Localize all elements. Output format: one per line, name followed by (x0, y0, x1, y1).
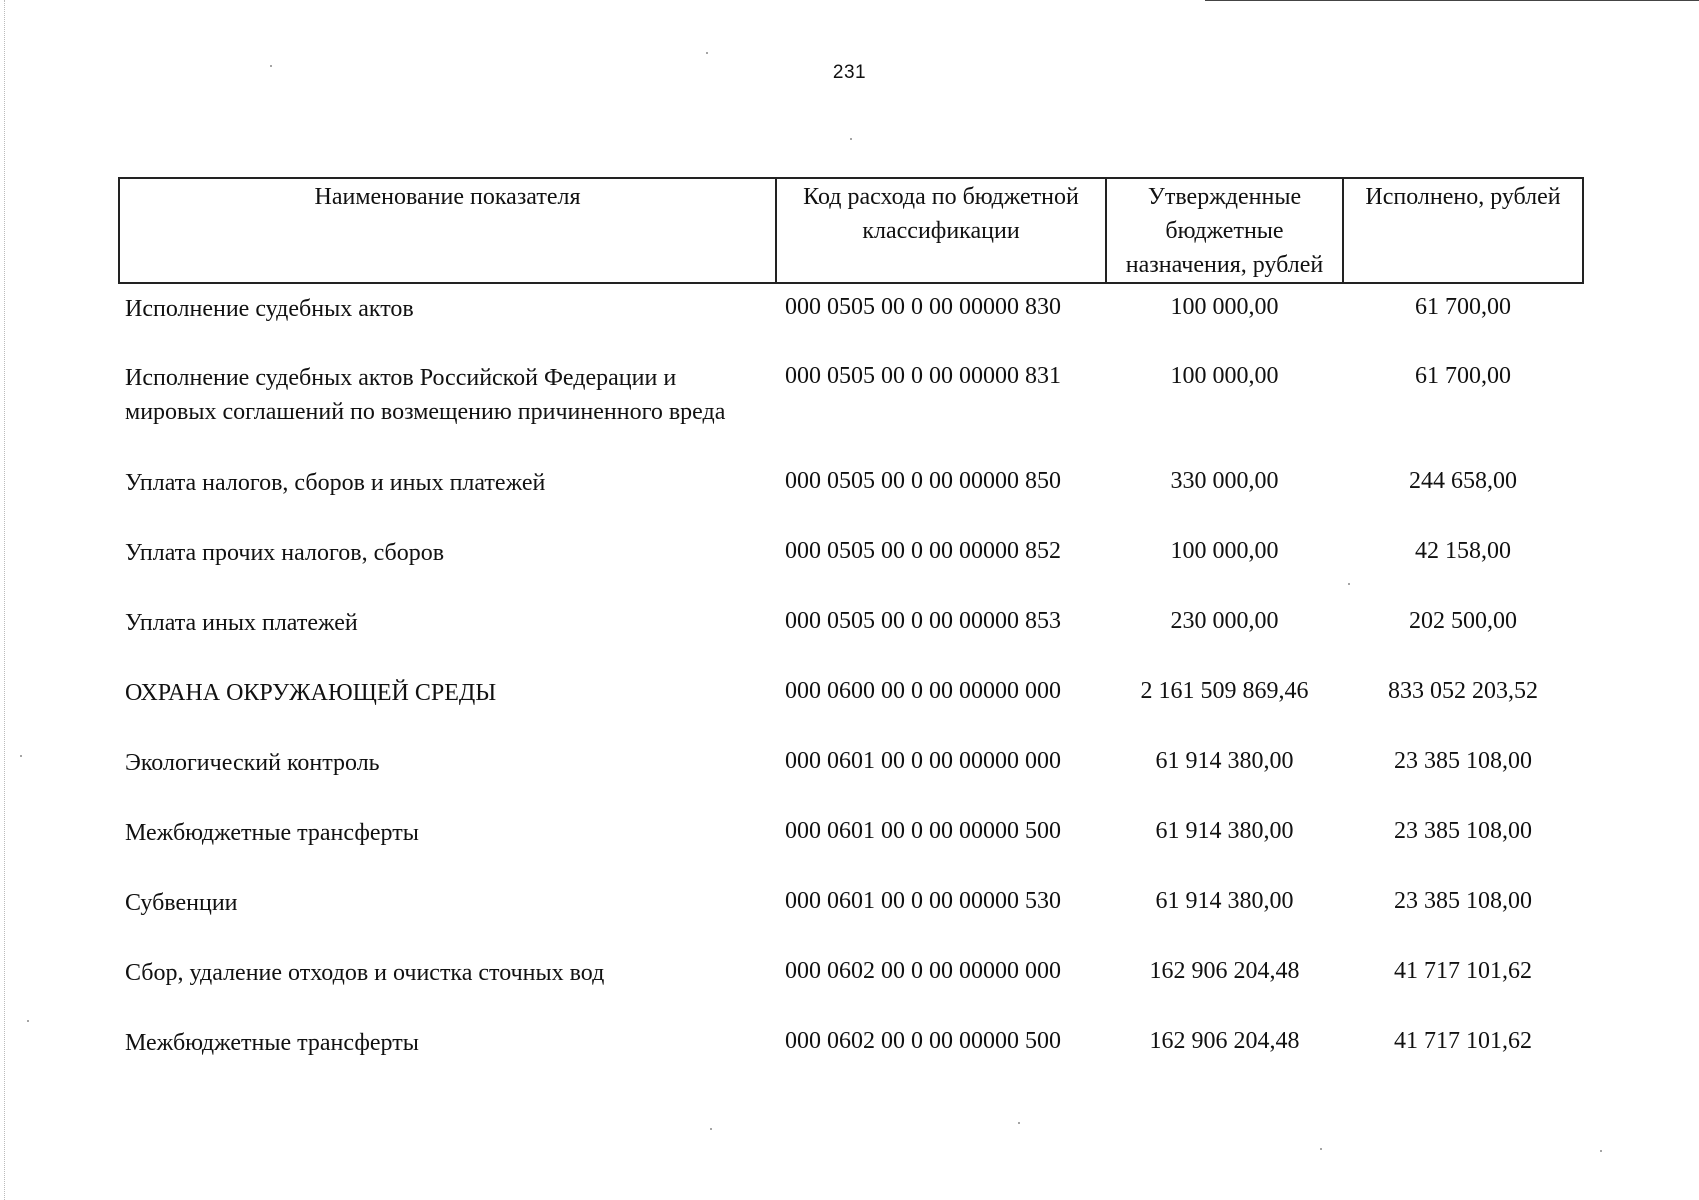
row-expense-code: 000 0601 00 0 00 00000 500 (785, 818, 1061, 844)
row-executed-amount: 42 158,00 (1415, 538, 1511, 564)
row-planned-amount: 61 914 380,00 (1155, 888, 1294, 914)
scan-speck (706, 52, 708, 54)
row-executed-amount: 244 658,00 (1409, 468, 1517, 494)
row-executed-amount: 23 385 108,00 (1394, 818, 1532, 844)
scan-speck (1320, 1148, 1322, 1150)
row-expense-code: 000 0601 00 0 00 00000 000 (785, 748, 1061, 774)
table-row (119, 1018, 1583, 1088)
table-row (119, 598, 1583, 668)
header-row (119, 178, 1583, 283)
table-body (119, 283, 1583, 1088)
table-row (119, 738, 1583, 808)
table-row (119, 353, 1583, 458)
row-planned-amount: 100 000,00 (1170, 538, 1279, 564)
scan-top-rule (1205, 0, 1699, 1)
row-indicator-name: Межбюджетные трансферты (125, 1030, 419, 1056)
header-expense-code: Код расхода по бюджетной классификации (776, 178, 1106, 283)
row-expense-code: 000 0505 00 0 00 00000 850 (785, 468, 1061, 494)
row-planned-amount: 61 914 380,00 (1155, 818, 1294, 844)
row-indicator-name: ОХРАНА ОКРУЖАЮЩЕЙ СРЕДЫ (125, 680, 497, 706)
scan-speck (850, 138, 852, 140)
table-row (119, 808, 1583, 878)
row-planned-amount: 330 000,00 (1170, 468, 1279, 494)
scan-left-edge (4, 0, 5, 1200)
row-expense-code: 000 0505 00 0 00 00000 831 (785, 363, 1061, 389)
row-executed-amount: 61 700,00 (1415, 294, 1511, 320)
row-executed-amount: 41 717 101,62 (1394, 958, 1532, 984)
row-planned-amount: 162 906 204,48 (1149, 958, 1300, 984)
row-executed-amount: 61 700,00 (1415, 363, 1511, 389)
scan-speck (270, 65, 272, 67)
row-indicator-name: Субвенции (125, 890, 238, 916)
scan-speck (710, 1128, 712, 1130)
row-expense-code: 000 0505 00 0 00 00000 830 (785, 294, 1061, 320)
scan-speck (1600, 1150, 1602, 1152)
row-executed-amount: 202 500,00 (1409, 608, 1517, 634)
budget-execution-table (118, 177, 1584, 1088)
table-header (119, 178, 1583, 283)
table-row (119, 458, 1583, 528)
row-indicator-name: Уплата прочих налогов, сборов (125, 540, 445, 566)
row-indicator-name: Межбюджетные трансферты (125, 820, 419, 846)
row-indicator-name: Экологический контроль (125, 750, 380, 776)
page-number: 231 (832, 62, 867, 83)
row-planned-amount: 2 161 509 869,46 (1140, 678, 1309, 704)
scan-speck (1018, 1122, 1020, 1124)
row-executed-amount: 41 717 101,62 (1394, 1028, 1532, 1054)
table-row (119, 878, 1583, 948)
row-expense-code: 000 0602 00 0 00 00000 500 (785, 1028, 1061, 1054)
header-planned-amount: Утвержденные бюджетные назначения, рублей (1106, 178, 1343, 283)
row-planned-amount: 162 906 204,48 (1149, 1028, 1300, 1054)
row-planned-amount: 230 000,00 (1170, 608, 1279, 634)
row-indicator-name: Исполнение судебных актов (125, 296, 414, 322)
row-expense-code: 000 0505 00 0 00 00000 853 (785, 608, 1061, 634)
row-executed-amount: 833 052 203,52 (1388, 678, 1538, 704)
row-expense-code: 000 0601 00 0 00 00000 530 (785, 888, 1061, 914)
header-executed-amount: Исполнено, рублей (1343, 178, 1583, 283)
row-executed-amount: 23 385 108,00 (1394, 888, 1532, 914)
row-planned-amount: 61 914 380,00 (1155, 748, 1294, 774)
table-row (119, 948, 1583, 1018)
row-indicator-name: Уплата иных платежей (125, 610, 358, 636)
row-expense-code: 000 0600 00 0 00 00000 000 (785, 678, 1061, 704)
row-planned-amount: 100 000,00 (1170, 363, 1279, 389)
row-expense-code: 000 0602 00 0 00 00000 000 (785, 958, 1061, 984)
scan-speck (27, 1020, 29, 1022)
row-indicator-name: Исполнение судебных актов Российской Федерации и мировых соглашений по возмещению причиненного вреда (125, 365, 726, 425)
row-expense-code: 000 0505 00 0 00 00000 852 (785, 538, 1061, 564)
table-row (119, 528, 1583, 598)
row-executed-amount: 23 385 108,00 (1394, 748, 1532, 774)
table-row (119, 668, 1583, 738)
scan-speck (20, 755, 22, 757)
row-planned-amount: 100 000,00 (1170, 294, 1279, 320)
header-indicator-name: Наименование показателя (119, 178, 776, 283)
scan-speck (1348, 583, 1350, 585)
row-indicator-name: Уплата налогов, сборов и иных платежей (125, 470, 546, 496)
row-indicator-name: Сбор, удаление отходов и очистка сточных вод (125, 960, 605, 986)
table-row (119, 283, 1583, 353)
